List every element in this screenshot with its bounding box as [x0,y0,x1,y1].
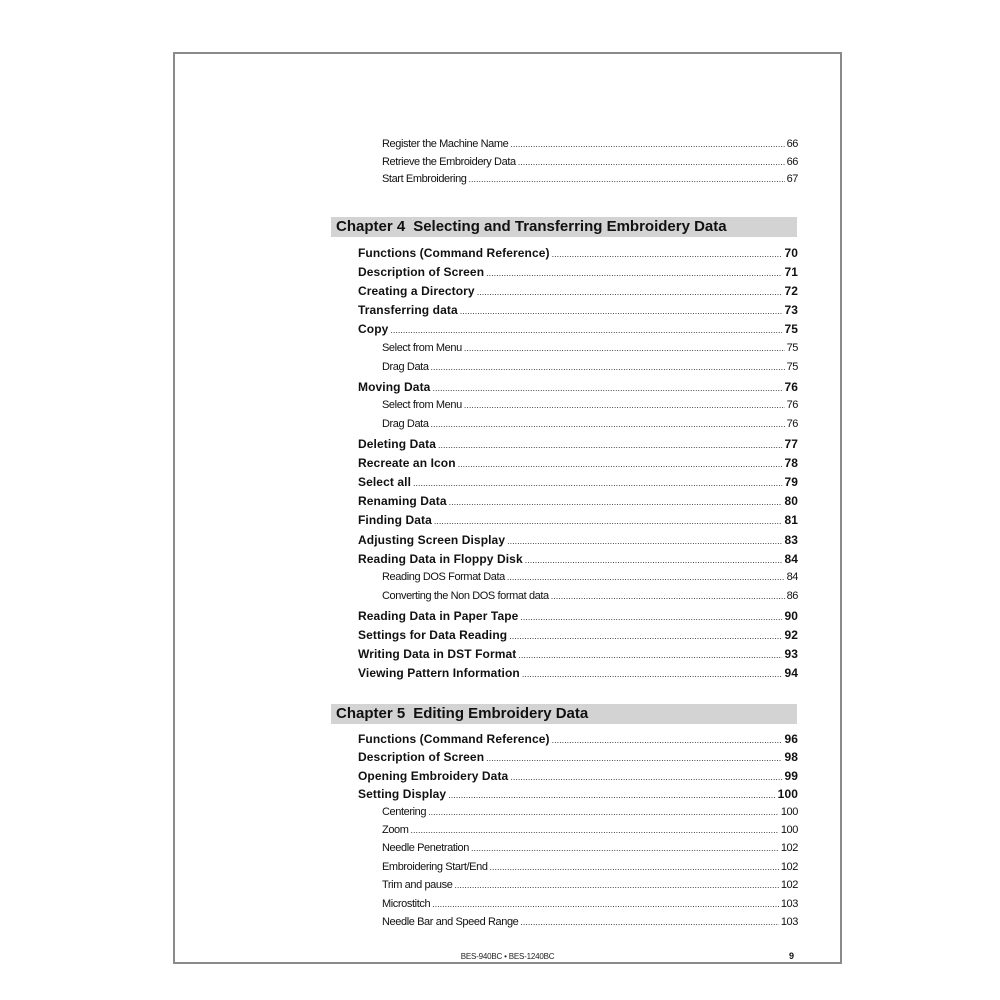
toc-dot-leader [464,342,785,354]
toc-entry-title: Copy [358,322,389,337]
toc-entry [358,322,798,336]
toc-entry-title: Moving Data [358,379,431,394]
toc-entry-title: Needle Bar and Speed Range [382,916,519,928]
toc-entry [358,513,798,527]
toc-entry [382,590,798,602]
document-page [173,52,842,964]
toc-entry-title: Deleting Data [358,437,436,451]
toc-entry-title: Trim and pause [382,879,453,892]
toc-entry-page: 102 [780,879,798,892]
toc-dot-leader [520,609,782,623]
toc-dot-leader [464,399,785,411]
toc-entry [382,898,798,910]
toc-entry-page: 71 [784,265,798,280]
toc-entry-page: 99 [784,768,798,783]
toc-dot-leader [432,380,782,394]
chapter-number: Chapter 5 [336,705,406,722]
toc-dot-leader [518,156,785,168]
toc-dot-leader [552,732,783,746]
toc-entry [358,769,798,783]
toc-dot-leader [525,552,783,566]
toc-entry [382,571,798,583]
toc-entry [358,533,798,547]
toc-entry-page: 75 [784,322,798,337]
toc-entry-title: Embroidering Start/End [382,860,488,873]
toc-entry [382,138,798,150]
toc-entry-page: 84 [784,551,798,566]
toc-entry-title: Centering [382,805,427,818]
toc-entry-title: Start Embroidering [382,173,467,185]
toc-entry-page: 92 [784,628,798,642]
toc-entry [382,824,798,836]
toc-entry [382,418,798,430]
footer-model-name: BES-940BC • BES-1240BC [460,952,555,961]
toc-entry [358,609,798,623]
toc-dot-leader [522,666,783,680]
toc-entry-title: Adjusting Screen Display [358,532,506,547]
toc-entry-title: Creating a Directory [358,284,475,299]
toc-entry-title: Retrieve the Embroidery Data [382,155,516,168]
toc-entry-page: 80 [784,494,798,509]
toc-entry-page: 103 [780,916,798,928]
toc-entry-title: Recreate an Icon [358,456,456,471]
toc-dot-leader [431,418,785,430]
toc-entry [382,861,798,873]
toc-entry-page: 78 [784,456,798,471]
toc-dot-leader [490,861,779,873]
chapter-title: Selecting and Transferring Embroidery Data [413,218,727,235]
toc-dot-leader [507,533,782,547]
toc-entry [358,265,798,279]
toc-entry-page: 66 [786,155,798,168]
toc-entry-title: Opening Embroidery Data [358,768,509,783]
toc-dot-leader [510,138,784,150]
toc-entry-title: Functions (Command Reference) [358,246,550,260]
toc-dot-leader [477,284,783,298]
toc-entry-page: 96 [784,732,798,746]
toc-entry-title: Transferring data [358,303,458,318]
toc-entry-page: 83 [784,532,798,547]
toc-entry-page: 81 [784,513,798,528]
toc-entry-page: 67 [786,173,798,185]
toc-dot-leader [518,647,782,661]
toc-entry-page: 90 [784,608,798,623]
toc-entry-page: 84 [786,570,798,583]
toc-entry [358,303,798,317]
toc-dot-leader [431,361,785,373]
toc-entry-page: 93 [784,647,798,662]
toc-dot-leader [449,494,783,508]
toc-entry-title: Writing Data in DST Format [358,647,517,662]
toc-entry-title: Select all [358,475,412,490]
toc-entry-title: Functions (Command Reference) [358,732,550,746]
toc-dot-leader [458,456,783,470]
toc-dot-leader [411,824,779,836]
toc-entry-page: 66 [786,138,798,150]
toc-dot-leader [428,806,779,818]
toc-entry-page: 79 [784,475,798,490]
toc-dot-leader [509,628,782,642]
toc-dot-leader [471,842,779,854]
chapter-number: Chapter 4 [336,218,406,235]
toc-entry-page: 70 [784,246,798,260]
toc-dot-leader [454,879,778,891]
toc-entry-page: 86 [786,589,798,602]
toc-entry-page: 100 [780,824,798,836]
toc-entry-title: Settings for Data Reading [358,628,508,642]
toc-entry-page: 75 [786,341,798,354]
toc-dot-leader [390,322,782,336]
toc-entry-title: Needle Penetration [382,842,469,855]
toc-entry-page: 102 [780,842,798,855]
toc-entry-page: 76 [784,379,798,394]
toc-dot-leader [448,787,775,801]
toc-entry-title: Description of Screen [358,265,485,280]
toc-entry-page: 73 [784,303,798,318]
toc-entry [382,173,798,185]
toc-entry-page: 100 [777,787,798,802]
toc-entry-page: 98 [784,750,798,765]
chapter-title: Editing Embroidery Data [413,705,589,722]
toc-entry [382,361,798,373]
toc-entry-title: Reading DOS Format Data [382,570,505,583]
toc-entry [382,399,798,411]
toc-entry [358,750,798,764]
toc-entry-page: 76 [786,417,798,430]
toc-entry-page: 103 [780,897,798,910]
toc-dot-leader [413,475,782,489]
toc-entry [358,628,798,642]
toc-entry-title: Microstitch [382,897,431,910]
toc-dot-leader [469,173,785,185]
toc-entry-title: Drag Data [382,360,429,373]
toc-entry [358,246,798,260]
toc-dot-leader [432,898,779,910]
toc-entry [358,475,798,489]
toc-entry [358,437,798,451]
toc-entry-title: Register the Machine Name [382,138,509,150]
toc-entry [358,494,798,508]
toc-entry-title: Reading Data in Floppy Disk [358,551,523,566]
toc-entry-title: Select from Menu [382,398,462,411]
toc-entry-title: Drag Data [382,417,429,430]
toc-entry [358,666,798,680]
toc-entry-title: Select from Menu [382,341,462,354]
toc-dot-leader [551,590,785,602]
toc-entry-page: 100 [780,805,798,818]
toc-entry [382,916,798,928]
toc-entry-page: 76 [786,398,798,411]
chapter-heading [331,704,797,724]
toc-entry [358,456,798,470]
toc-entry-page: 94 [784,666,798,681]
toc-entry [358,380,798,394]
toc-entry [382,806,798,818]
toc-entry-title: Renaming Data [358,494,447,509]
toc-dot-leader [552,246,783,260]
toc-entry [382,842,798,854]
toc-entry [358,647,798,661]
toc-dot-leader [507,571,785,583]
toc-dot-leader [510,769,782,783]
toc-entry [382,342,798,354]
toc-dot-leader [438,437,782,451]
toc-entry [358,787,798,801]
toc-entry-title: Zoom [382,824,409,836]
toc-dot-leader [460,303,783,317]
toc-entry [358,284,798,298]
toc-dot-leader [434,513,783,527]
footer-page-number: 9 [789,951,795,961]
toc-entry-title: Setting Display [358,787,447,802]
toc-dot-leader [520,916,778,928]
toc-entry-title: Converting the Non DOS format data [382,589,549,602]
toc-entry [382,879,798,891]
toc-dot-leader [486,750,782,764]
toc-entry-title: Viewing Pattern Information [358,666,520,681]
toc-entry-page: 102 [780,860,798,873]
toc-dot-leader [486,265,782,279]
toc-entry-title: Description of Screen [358,750,485,765]
toc-entry-title: Finding Data [358,513,432,528]
toc-entry-title: Reading Data in Paper Tape [358,608,519,623]
chapter-heading [331,217,797,237]
toc-entry-page: 77 [784,437,798,451]
toc-entry [382,156,798,168]
toc-entry [358,552,798,566]
toc-entry-page: 72 [784,284,798,299]
toc-entry-page: 75 [786,360,798,373]
toc-entry [358,732,798,746]
